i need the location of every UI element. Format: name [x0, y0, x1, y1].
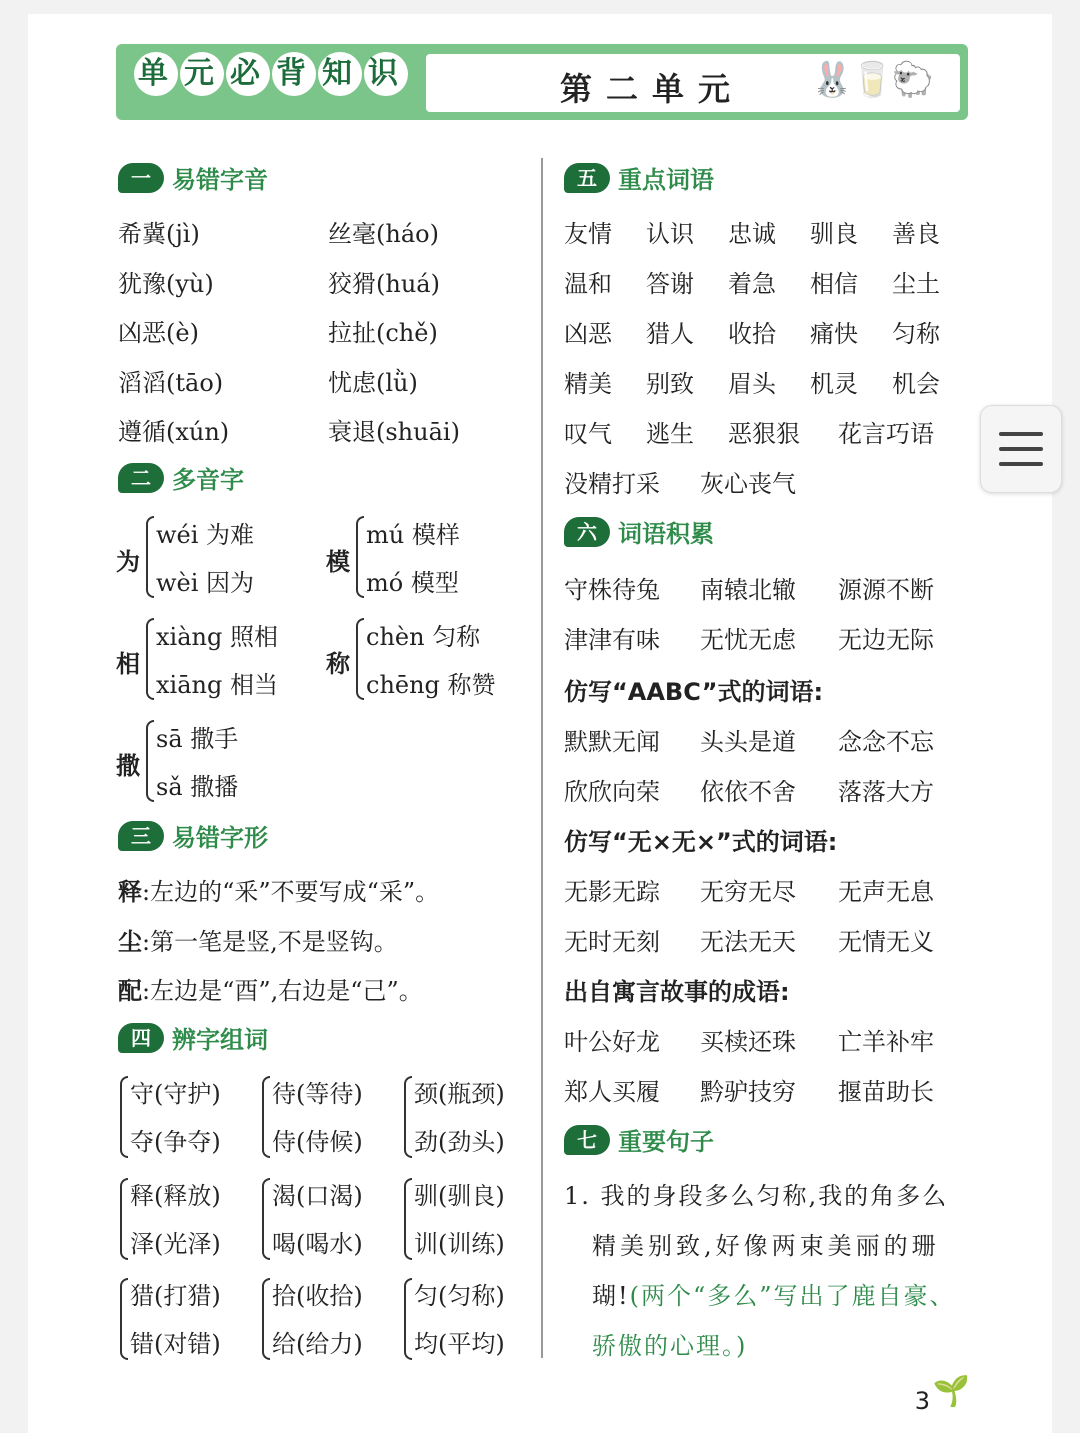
section-badge: 三	[118, 821, 164, 851]
banner-title	[134, 52, 410, 96]
sentence-line	[592, 1276, 956, 1311]
brace	[404, 1278, 412, 1360]
brace	[262, 1076, 270, 1158]
form-char: 释	[118, 878, 142, 906]
idiom: 买椟还珠	[700, 1028, 796, 1056]
idiom: 无穷无尽	[700, 878, 796, 906]
group-item: 泽(光泽)	[130, 1230, 221, 1258]
title-char: 元	[180, 52, 224, 96]
section-badge: 一	[118, 163, 164, 193]
word: 尘土	[892, 270, 940, 298]
idiom: 默默无闻	[564, 728, 660, 756]
word: 机会	[892, 370, 940, 398]
section-badge: 七	[564, 1125, 610, 1155]
title-char: 单	[134, 52, 178, 96]
menu-icon	[999, 447, 1043, 451]
idiom: 守株待兔	[564, 576, 660, 604]
subheading: 仿写“无×无×”式的词语:	[564, 828, 838, 856]
sentence-line: 精美别致,好像两束美丽的珊	[592, 1232, 940, 1260]
group-item: 错(对错)	[130, 1330, 221, 1358]
brace	[404, 1076, 412, 1158]
group-item: 夺(争夺)	[130, 1128, 221, 1156]
brace	[120, 1278, 128, 1360]
idiom: 落落大方	[838, 778, 934, 806]
section-heading-3	[118, 818, 268, 853]
idiom: 源源不断	[838, 576, 934, 604]
word: 驯良	[810, 220, 858, 248]
word: 花言巧语	[838, 420, 934, 448]
word: 相信	[810, 270, 858, 298]
idiom: 郑人买履	[564, 1078, 660, 1106]
word: 灰心丧气	[700, 470, 796, 498]
idiom: 头头是道	[700, 728, 796, 756]
brace	[120, 1076, 128, 1158]
word: 善良	[892, 220, 940, 248]
idiom: 无忧无虑	[700, 626, 796, 654]
title-char: 识	[364, 52, 408, 96]
group-item: 渴(口渴)	[272, 1182, 363, 1210]
unit-box	[426, 54, 960, 112]
section-title: 重要句子	[618, 1128, 714, 1156]
group-item: 待(等待)	[272, 1080, 363, 1108]
idiom: 欣欣向荣	[564, 778, 660, 806]
section-badge: 五	[564, 163, 610, 193]
pron-item: 衰退(shuāi)	[328, 418, 460, 446]
column-divider	[541, 158, 543, 1358]
word: 凶恶	[564, 320, 612, 348]
unit-title: 第二单元	[560, 70, 745, 108]
form-char: 配	[118, 977, 142, 1005]
polyphone-char: 为	[116, 548, 140, 576]
idiom: 南辕北辙	[700, 576, 796, 604]
section-badge: 二	[118, 463, 164, 493]
polyphone-char: 模	[326, 548, 350, 576]
polyphone-reading: sǎ 撒播	[156, 773, 239, 801]
polyphone-reading: wéi 为难	[156, 521, 255, 549]
sentence-text: 瑚!	[592, 1282, 630, 1310]
sentence-note: (两个“多么”写出了鹿自豪、	[629, 1282, 956, 1310]
word: 眉头	[728, 370, 776, 398]
polyphone-reading: xiāng 相当	[156, 671, 278, 699]
form-item	[118, 922, 398, 957]
group-item: 拾(收拾)	[272, 1282, 363, 1310]
form-text: :第一笔是竖,不是竖钩。	[142, 928, 398, 956]
idiom: 无声无息	[838, 878, 934, 906]
pron-item: 凶恶(è)	[118, 319, 199, 347]
brace	[356, 618, 364, 700]
subheading: 出自寓言故事的成语:	[564, 978, 790, 1006]
group-item: 劲(劲头)	[414, 1128, 505, 1156]
group-item: 给(给力)	[272, 1330, 363, 1358]
sprout-icon: 🌱	[932, 1374, 970, 1409]
form-text: :左边是“酉”,右边是“己”。	[142, 977, 423, 1005]
pron-item: 犹豫(yù)	[118, 270, 214, 298]
idiom: 无情无义	[838, 928, 934, 956]
group-item: 释(释放)	[130, 1182, 221, 1210]
brace	[262, 1178, 270, 1260]
brace	[146, 720, 154, 802]
sentence-note: 骄傲的心理。)	[592, 1332, 748, 1360]
polyphone-char: 称	[326, 650, 350, 678]
idiom: 无边无际	[838, 626, 934, 654]
pron-item: 狡猾(huá)	[328, 270, 440, 298]
word: 精美	[564, 370, 612, 398]
idiom: 揠苗助长	[838, 1078, 934, 1106]
idiom: 无时无刻	[564, 928, 660, 956]
brace	[356, 516, 364, 598]
brace	[120, 1178, 128, 1260]
word: 别致	[646, 370, 694, 398]
idiom: 依依不舍	[700, 778, 796, 806]
idiom: 黔驴技穷	[700, 1078, 796, 1106]
group-item: 守(守护)	[130, 1080, 221, 1108]
pron-item: 滔滔(tāo)	[118, 369, 224, 397]
word: 没精打采	[564, 470, 660, 498]
form-char: 尘	[118, 928, 142, 956]
pron-item: 拉扯(chě)	[328, 319, 438, 347]
polyphone-reading: chēng 称赞	[366, 671, 496, 699]
section-heading-7	[564, 1122, 714, 1157]
word: 友情	[564, 220, 612, 248]
word: 匀称	[892, 320, 940, 348]
word: 温和	[564, 270, 612, 298]
form-item	[118, 971, 423, 1006]
group-item: 侍(侍候)	[272, 1128, 363, 1156]
brace	[146, 516, 154, 598]
section-badge: 六	[564, 517, 610, 547]
idiom: 叶公好龙	[564, 1028, 660, 1056]
section-title: 重点词语	[618, 166, 714, 194]
menu-button[interactable]	[980, 405, 1062, 493]
polyphone-reading: mó 模型	[366, 569, 459, 597]
section-title: 多音字	[172, 466, 244, 494]
pron-item: 遵循(xún)	[118, 418, 230, 446]
section-title: 易错字形	[172, 824, 268, 852]
polyphone-reading: chèn 匀称	[366, 623, 481, 651]
section-badge: 四	[118, 1023, 164, 1053]
idiom: 津津有味	[564, 626, 660, 654]
section-title: 易错字音	[172, 166, 268, 194]
group-item: 驯(驯良)	[414, 1182, 505, 1210]
group-item: 训(训练)	[414, 1230, 505, 1258]
brace	[262, 1278, 270, 1360]
polyphone-reading: wèi 因为	[156, 569, 255, 597]
group-item: 颈(瓶颈)	[414, 1080, 505, 1108]
brace	[146, 618, 154, 700]
section-title: 词语积累	[618, 520, 714, 548]
pron-item: 忧虑(lǜ)	[328, 369, 418, 397]
word: 着急	[728, 270, 776, 298]
section-heading-6	[564, 514, 714, 549]
word: 收拾	[728, 320, 776, 348]
word: 忠诚	[728, 220, 776, 248]
brace	[404, 1178, 412, 1260]
group-item: 匀(匀称)	[414, 1282, 505, 1310]
polyphone-char: 撒	[116, 752, 140, 780]
section-title: 辨字组词	[172, 1026, 268, 1054]
word: 认识	[646, 220, 694, 248]
idiom: 无影无踪	[564, 878, 660, 906]
title-char: 背	[272, 52, 316, 96]
form-text: :左边的“釆”不要写成“采”。	[142, 878, 440, 906]
word: 恶狠狠	[728, 420, 800, 448]
polyphone-reading: xiàng 照相	[156, 623, 278, 651]
word: 答谢	[646, 270, 694, 298]
menu-icon	[999, 462, 1043, 466]
word: 猎人	[646, 320, 694, 348]
polyphone-reading: mú 模样	[366, 521, 460, 549]
group-item: 猎(打猎)	[130, 1282, 221, 1310]
section-heading-4	[118, 1020, 268, 1055]
word: 叹气	[564, 420, 612, 448]
group-item: 均(平均)	[414, 1330, 505, 1358]
header-banner	[116, 44, 968, 120]
pron-item: 丝毫(háo)	[328, 220, 439, 248]
mascot-icon: 🐰🥛🐑	[810, 60, 932, 100]
group-item: 喝(喝水)	[272, 1230, 363, 1258]
section-heading-2	[118, 460, 244, 495]
title-char: 知	[318, 52, 362, 96]
title-char: 必	[226, 52, 270, 96]
menu-icon	[999, 432, 1043, 436]
idiom: 亡羊补牢	[838, 1028, 934, 1056]
section-heading-5	[564, 160, 714, 195]
section-heading-1	[118, 160, 268, 195]
polyphone-reading: sā 撒手	[156, 725, 239, 753]
idiom: 无法无天	[700, 928, 796, 956]
page-number: 3	[914, 1387, 930, 1415]
sentence-line: 1. 我的身段多么匀称,我的角多么	[564, 1182, 949, 1210]
word: 机灵	[810, 370, 858, 398]
polyphone-char: 相	[116, 650, 140, 678]
pron-item: 希冀(jì)	[118, 220, 200, 248]
form-item	[118, 872, 439, 907]
word: 逃生	[646, 420, 694, 448]
subheading: 仿写“AABC”式的词语:	[564, 678, 824, 706]
idiom: 念念不忘	[838, 728, 934, 756]
word: 痛快	[810, 320, 858, 348]
